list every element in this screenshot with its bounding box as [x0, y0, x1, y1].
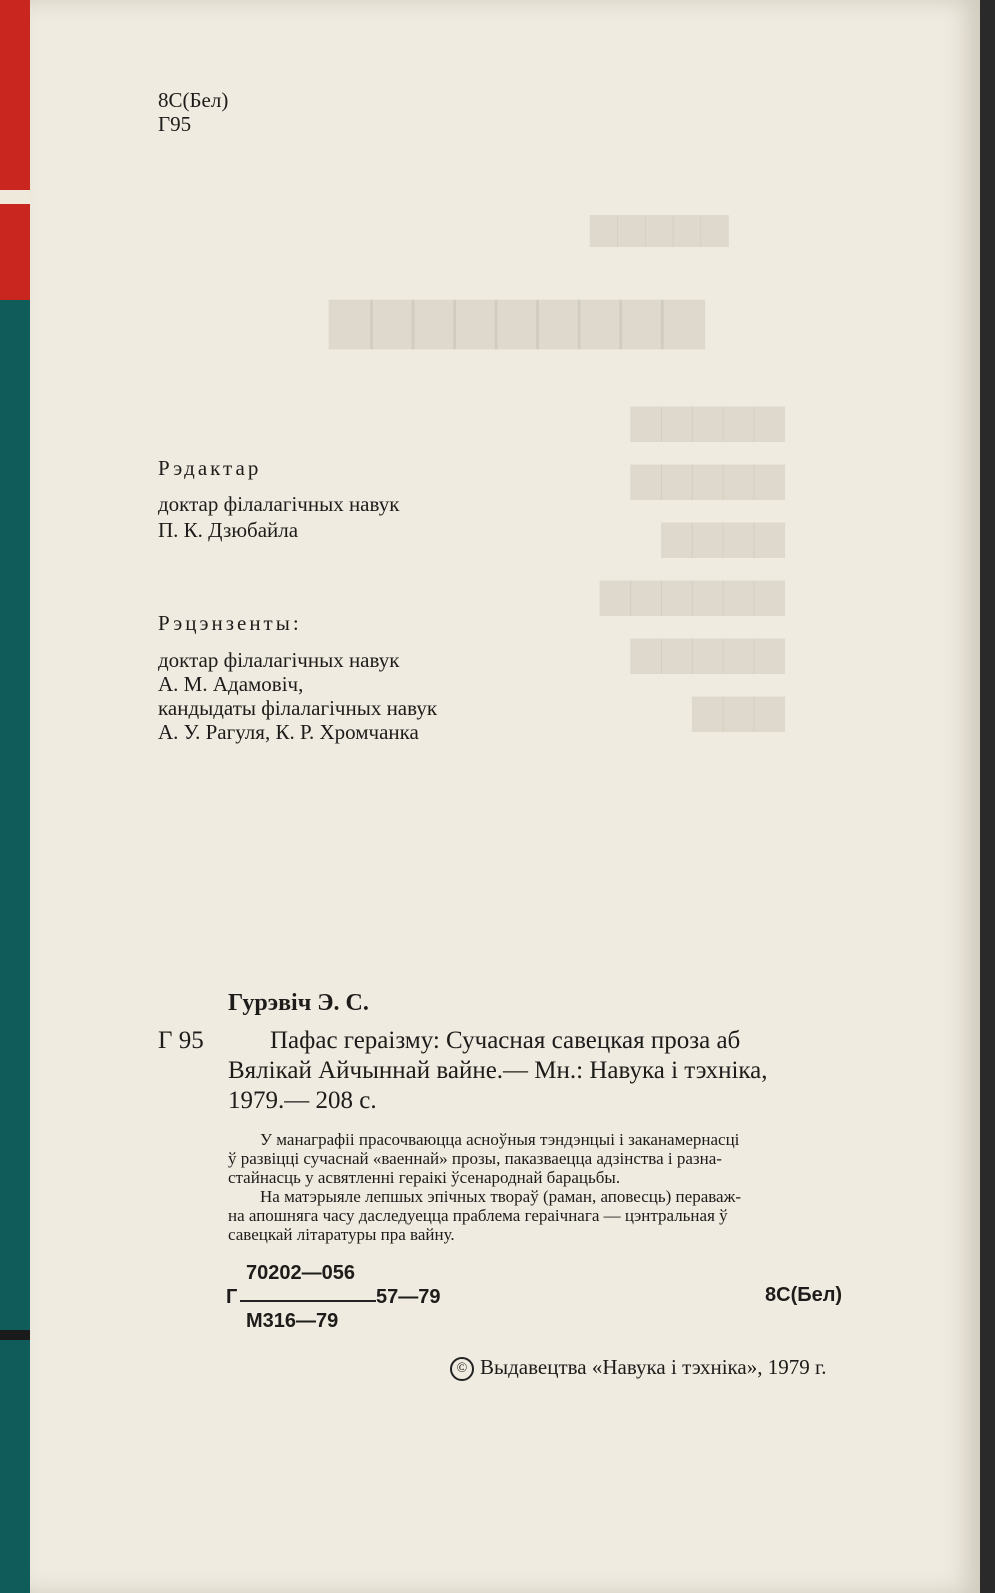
- reviewer-degree-2: кандыдаты філалагічных навук: [158, 696, 438, 720]
- catalog-title-line-2: Вялікай Айчыннай вайне.— Мн.: Навука і тэхніка,: [228, 1057, 768, 1084]
- catalog-code: 8С(Бел): [765, 1284, 843, 1306]
- reviewer-degree-1: доктар філалагічных навук: [158, 648, 400, 672]
- abstract-line: У манаграфіі прасочваюцца асноўныя тэндэнцыі і заканамернасці: [260, 1130, 740, 1149]
- fraction-suffix: 57—79: [376, 1286, 441, 1308]
- editor-name: П. К. Дзюбайла: [158, 518, 299, 542]
- copyright-line: [450, 1355, 827, 1381]
- abstract-line: ў развіцці сучаснай «ваеннай» прозы, паказваецца адзінства і разна-: [228, 1149, 722, 1168]
- reviewer-name-1: А. М. Адамовіч,: [158, 672, 304, 696]
- show-through-text: ▆▆▆▆▆: [590, 206, 729, 246]
- show-through-lines: ▆▆▆▆▆ ▆▆▆▆▆ ▆▆▆▆ ▆▆▆▆▆▆ ▆▆▆▆▆ ▆▆▆: [600, 396, 785, 731]
- catalog-author: Гурэвіч Э. С.: [228, 990, 369, 1016]
- book-page: [30, 0, 980, 1593]
- reviewers-heading: Рэцэнзенты:: [158, 611, 302, 635]
- abstract-line: савецкай літаратуры пра вайну.: [228, 1225, 455, 1244]
- abstract-line: стайнасць у асвятленні гераікі ўсенароднай барацьбы.: [228, 1168, 621, 1187]
- abstract-line: на апошняга часу даследуецца праблема гераічнага — цэнтральная ў: [228, 1206, 728, 1225]
- classification-code: 8С(Бел): [158, 88, 229, 112]
- abstract-line: На матэрыяле лепшых эпічных твораў (раман, аповесць) пераваж-: [260, 1187, 742, 1206]
- editor-degree: доктар філалагічных навук: [158, 492, 400, 516]
- copyright-text: Выдавецтва «Навука і тэхніка», 1979 г.: [480, 1355, 827, 1379]
- show-through-title: ▆▆▆▆▆▆▆▆▆: [330, 287, 704, 347]
- copyright-icon: ©: [450, 1357, 474, 1381]
- fraction-numerator: 70202—056: [246, 1262, 355, 1284]
- editor-heading: Рэдактар: [158, 456, 262, 480]
- reviewer-names-2: А. У. Рагуля, К. Р. Хромчанка: [158, 720, 419, 744]
- fraction-denominator: М316—79: [246, 1310, 339, 1332]
- catalog-title-line-3: 1979.— 208 с.: [228, 1087, 377, 1114]
- fraction-bar: [240, 1300, 376, 1302]
- classification-index: Г95: [158, 112, 192, 136]
- catalog-title-line-1: Пафас гераізму: Сучасная савецкая проза аб: [270, 1027, 741, 1054]
- catalog-index: Г 95: [158, 1027, 204, 1054]
- fraction-letter: Г: [226, 1286, 238, 1308]
